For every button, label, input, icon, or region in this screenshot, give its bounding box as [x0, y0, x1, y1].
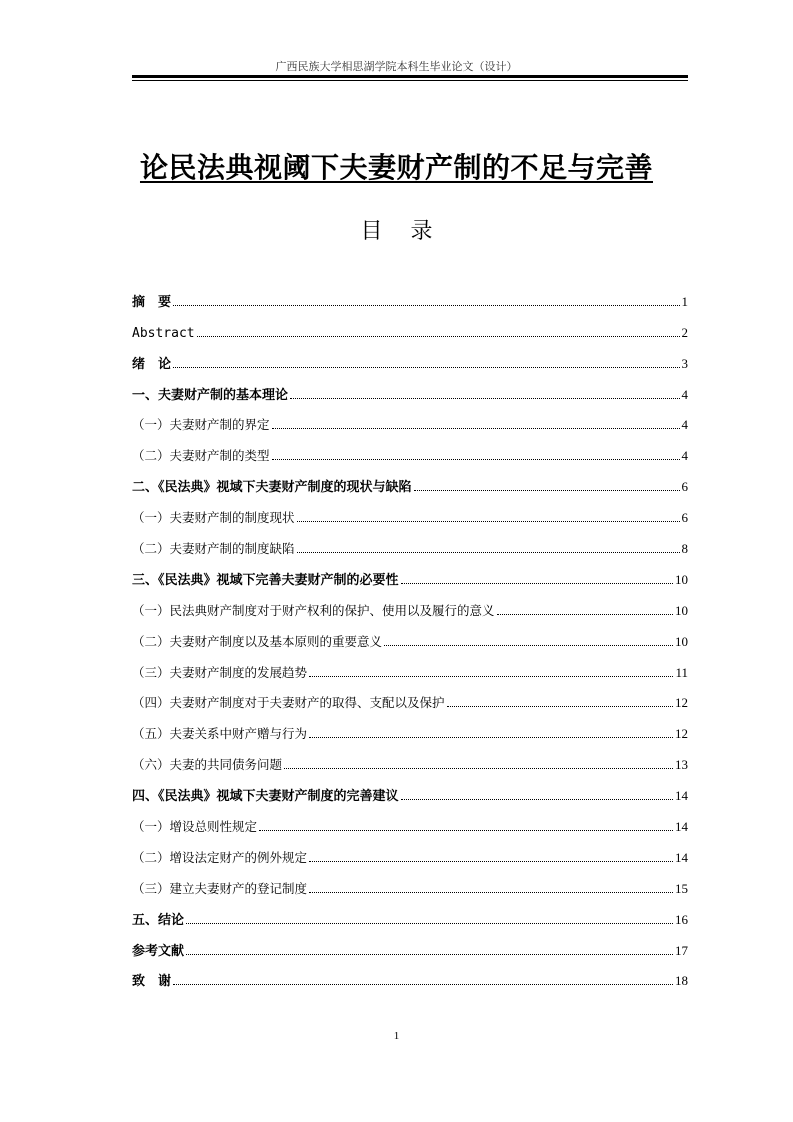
- toc-entry-page: 12: [675, 695, 688, 711]
- toc-entry-label: （一）增设总则性规定: [132, 819, 258, 835]
- toc-entry[interactable]: [132, 742, 688, 773]
- toc-entry[interactable]: [132, 897, 688, 928]
- toc-entry-label: （四）夫妻财产制度对于夫妻财产的取得、支配以及保护: [132, 695, 445, 711]
- toc-entry-label: （三）建立夫妻财产的登记制度: [132, 880, 308, 896]
- header-rule-thick: [132, 75, 688, 78]
- toc-dot-leader: [186, 954, 673, 955]
- toc-entry[interactable]: [132, 372, 688, 403]
- toc-dot-leader: [401, 799, 673, 800]
- toc-entry[interactable]: [132, 773, 688, 804]
- toc-dot-leader: [284, 768, 673, 769]
- toc-entry-page: 10: [675, 633, 688, 649]
- toc-entry-page: 2: [681, 324, 688, 340]
- toc-entry[interactable]: [132, 928, 688, 959]
- toc-entry-page: 4: [681, 448, 688, 464]
- toc-entry-label: （二）夫妻财产制的类型: [132, 448, 270, 464]
- toc-dot-leader: [173, 305, 679, 306]
- header-rule-thin: [132, 80, 688, 81]
- toc-entry-label: Abstract: [132, 325, 195, 341]
- toc-entry[interactable]: [132, 433, 688, 464]
- toc-entry-label: （一）夫妻财产制的制度现状: [132, 510, 295, 526]
- toc-entry-page: 4: [681, 417, 688, 433]
- toc-entry-label: 摘 要: [132, 294, 172, 310]
- running-header: 广西民族大学相思湖学院本科生毕业论文（设计）: [275, 60, 518, 73]
- toc-dot-leader: [297, 521, 680, 522]
- toc-entry-page: 4: [681, 386, 688, 402]
- toc-entry[interactable]: [132, 619, 688, 650]
- toc-dot-leader: [447, 706, 673, 707]
- toc-entry-page: 10: [675, 602, 688, 618]
- toc-entry[interactable]: [132, 804, 688, 835]
- toc-entry-page: 14: [675, 819, 688, 835]
- toc-dot-leader: [272, 428, 680, 429]
- toc-entry-page: 10: [675, 571, 688, 587]
- toc-entry-page: 18: [675, 973, 688, 989]
- thesis-title: 论民法典视阈下夫妻财产制的不足与完善: [139, 151, 653, 184]
- toc-dot-leader: [290, 398, 679, 399]
- toc-entry-page: 12: [675, 726, 688, 742]
- toc-entry-page: 1: [681, 293, 688, 309]
- toc-entry[interactable]: [132, 711, 688, 742]
- toc-entry-label: （三）夫妻财产制度的发展趋势: [132, 664, 308, 680]
- toc-entry[interactable]: [132, 310, 688, 341]
- toc-dot-leader: [401, 583, 673, 584]
- toc-entry-label: （一）民法典财产制度对于财产权利的保护、使用以及履行的意义: [132, 602, 495, 618]
- toc-entry-label: 五、结论: [132, 912, 185, 928]
- toc-dot-leader: [309, 861, 673, 862]
- toc-dot-leader: [309, 892, 673, 893]
- toc-entry[interactable]: [132, 681, 688, 712]
- toc-entry-page: 6: [681, 510, 688, 526]
- toc-entry-page: 14: [675, 849, 688, 865]
- toc-entry[interactable]: [132, 341, 688, 372]
- toc-entry-label: 三、《民法典》视域下完善夫妻财产制的必要性: [132, 572, 399, 588]
- toc-entry-page: 16: [675, 911, 688, 927]
- toc-dot-leader: [297, 552, 680, 553]
- toc-entry-page: 11: [675, 664, 688, 680]
- toc-entry[interactable]: [132, 526, 688, 557]
- toc-entry[interactable]: [132, 588, 688, 619]
- toc-entry[interactable]: [132, 495, 688, 526]
- toc-entry-page: 3: [681, 355, 688, 371]
- toc-dot-leader: [272, 459, 680, 460]
- toc-entry[interactable]: [132, 835, 688, 866]
- toc-entry-label: （一）夫妻财产制的界定: [132, 417, 270, 433]
- toc-entry-label: 致 谢: [132, 974, 172, 990]
- toc-entry-label: 绪 论: [132, 356, 172, 372]
- toc-dot-leader: [384, 645, 673, 646]
- toc-dot-leader: [173, 984, 673, 985]
- toc-entry[interactable]: [132, 464, 688, 495]
- toc-entry-label: （二）夫妻财产制的制度缺陷: [132, 541, 295, 557]
- toc-entry-page: 15: [675, 880, 688, 896]
- table-of-contents: [132, 279, 688, 989]
- toc-dot-leader: [414, 490, 680, 491]
- toc-entry-label: 四、《民法典》视域下夫妻财产制度的完善建议: [132, 789, 399, 805]
- toc-entry-page: 14: [675, 788, 688, 804]
- toc-entry-page: 17: [675, 942, 688, 958]
- toc-dot-leader: [186, 923, 673, 924]
- toc-entry-label: 一、夫妻财产制的基本理论: [132, 387, 289, 403]
- toc-dot-leader: [309, 676, 673, 677]
- toc-entry[interactable]: [132, 557, 688, 588]
- toc-entry-page: 6: [681, 479, 688, 495]
- page-number: 1: [393, 1030, 400, 1042]
- toc-entry-label: （二）增设法定财产的例外规定: [132, 849, 308, 865]
- toc-entry-label: （五）夫妻关系中财产赠与行为: [132, 726, 308, 742]
- toc-dot-leader: [497, 614, 673, 615]
- toc-entry[interactable]: [132, 650, 688, 681]
- toc-dot-leader: [309, 737, 673, 738]
- toc-entry-page: 13: [675, 757, 688, 773]
- toc-entry-label: （六）夫妻的共同债务问题: [132, 757, 283, 773]
- toc-entry[interactable]: [132, 279, 688, 310]
- toc-entry-page: 8: [681, 541, 688, 557]
- toc-entry-label: 二、《民法典》视域下夫妻财产制度的现状与缺陷: [132, 480, 412, 496]
- toc-entry-label: （二）夫妻财产制度以及基本原则的重要意义: [132, 633, 383, 649]
- toc-entry[interactable]: [132, 866, 688, 897]
- toc-heading: 目录: [360, 219, 461, 244]
- toc-entry[interactable]: [132, 959, 688, 990]
- toc-entry[interactable]: [132, 403, 688, 434]
- toc-dot-leader: [173, 367, 679, 368]
- toc-dot-leader: [259, 830, 673, 831]
- toc-entry-label: 参考文献: [132, 943, 185, 959]
- toc-dot-leader: [197, 336, 680, 337]
